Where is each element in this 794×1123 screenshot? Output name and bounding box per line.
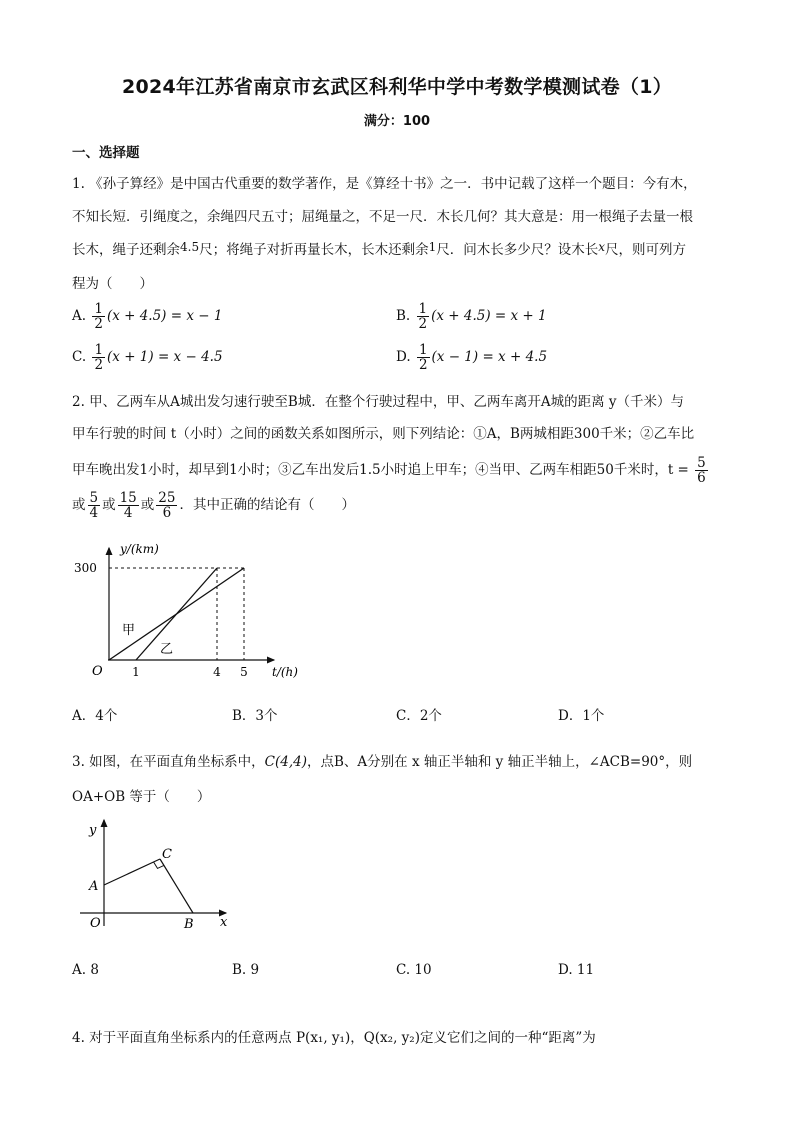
- denominator: 4: [123, 505, 133, 522]
- exam-title: 2024年江苏省南京市玄武区科利华中学中考数学模测试卷（1）: [121, 76, 673, 98]
- q2-option-d[interactable]: D．1个: [558, 708, 605, 724]
- q3-option-a[interactable]: A. 8: [72, 962, 99, 978]
- q3-text-line-2: OA+OB 等于（ ）: [72, 789, 211, 805]
- denominator: 2: [418, 316, 428, 333]
- numerator: 5: [89, 490, 99, 506]
- q3-option-b[interactable]: B. 9: [232, 962, 260, 978]
- option-expression: (x + 4.5) = x − 1: [106, 308, 223, 325]
- series-line-乙: [136, 568, 217, 660]
- label-x: x: [220, 915, 228, 930]
- denominator: 2: [418, 357, 428, 374]
- q1-option-c[interactable]: [72, 343, 223, 372]
- q2-option-c[interactable]: C．2个: [396, 708, 442, 724]
- section-heading-multiple-choice: 一、选择题: [72, 145, 140, 161]
- x-tick-1: 1: [132, 665, 140, 679]
- q2-text-line-3: [72, 456, 710, 485]
- option-expression: (x + 4.5) = x + 1: [431, 308, 547, 325]
- segment-cb: [160, 859, 193, 913]
- fraction-one-half: [92, 343, 105, 372]
- option-label: D.: [396, 349, 411, 366]
- q1-text-line-3: [72, 238, 686, 258]
- full-score: 满分：100: [363, 114, 431, 129]
- q3-point-c: C(4,4): [264, 754, 308, 770]
- numerator: 5: [697, 455, 706, 471]
- q1-text-line-2: 不知长短．引绳度之，余绳四尺五寸；屈绳量之，不足一尺．木长几何？其大意是：用一根绳子去量一根: [72, 209, 693, 225]
- q3-text-line-1: [72, 750, 692, 770]
- label-y: y: [89, 823, 97, 838]
- denominator: 2: [94, 357, 104, 374]
- label-c: C: [162, 847, 172, 862]
- q3-coordinate-figure: [78, 816, 248, 936]
- q1-option-b[interactable]: [396, 302, 547, 331]
- label-a: A: [89, 879, 99, 894]
- q2-fraction-25-6: [156, 491, 177, 520]
- numerator: 15: [119, 490, 137, 506]
- q2-or: 或: [72, 497, 86, 514]
- option-expression: (x + 1) = x − 4.5: [107, 349, 223, 366]
- option-label: C.: [72, 349, 87, 366]
- option-label: A.: [72, 308, 87, 325]
- q1-variable-x: x: [598, 240, 606, 254]
- q2-text-line-1: 2. 甲、乙两车从A城出发匀速行驶至B城．在整个行驶过程中，甲、乙两车离开A城的距离 y（千米）与: [72, 394, 685, 410]
- q1-text-part: 尺．问木长多少尺？设木长: [436, 242, 599, 258]
- q2-option-b[interactable]: B．3个: [232, 708, 278, 724]
- q2-text-part: ．其中正确的结论有（ ）: [179, 497, 355, 514]
- q1-text-line-1: 1. 《孙子算经》是中国古代重要的数学著作，是《算经十书》之一．书中记载了这样一个题目：今有木，: [72, 176, 697, 192]
- label-b: B: [184, 917, 194, 932]
- numerator: 1: [418, 342, 428, 358]
- q3-text-part: ，点B、A分别在 x 轴正半轴和 y 轴正半轴上，∠ACB=90°，则: [307, 754, 693, 770]
- q1-option-d[interactable]: [396, 343, 547, 372]
- fraction-one-half: [417, 343, 430, 372]
- numerator: 25: [158, 490, 176, 506]
- series-label-yi: 乙: [160, 642, 174, 657]
- q2-text-line-2: 甲车行驶的时间 t（小时）之间的函数关系如图所示，则下列结论：①A，B两城相距300千米；②乙车比: [72, 426, 695, 442]
- option-label: B.: [396, 308, 411, 325]
- denominator: 2: [94, 316, 103, 333]
- series-label-jia: 甲: [122, 623, 136, 638]
- q1-option-a[interactable]: [72, 302, 222, 331]
- fraction-one-half: [92, 302, 105, 331]
- q2-option-a[interactable]: A．4个: [72, 708, 118, 724]
- x-axis-label: t/(h): [272, 665, 298, 679]
- y-tick-300: 300: [74, 561, 97, 575]
- q3-option-c[interactable]: C. 10: [396, 962, 432, 978]
- y-axis-label: y/(km): [120, 542, 159, 556]
- denominator: 6: [162, 505, 172, 522]
- q2-or: 或: [102, 497, 116, 514]
- label-o: O: [90, 916, 101, 931]
- numerator: 1: [418, 301, 428, 317]
- numerator: 1: [94, 342, 104, 358]
- segment-ac: [104, 859, 160, 885]
- option-expression: (x − 1) = x + 4.5: [431, 349, 548, 366]
- x-tick-5: 5: [240, 665, 248, 679]
- q2-text-line-4: [72, 491, 355, 520]
- q1-text-part: 长木，绳子还剩余: [72, 242, 180, 258]
- q3-text-part: 3. 如图，在平面直角坐标系中，: [72, 754, 265, 770]
- q1-text-line-4: 程为（ ）: [72, 276, 153, 292]
- q1-value-1: 1: [428, 240, 437, 254]
- numerator: 1: [94, 301, 103, 317]
- q2-fraction-5-6: [695, 456, 708, 485]
- fraction-one-half: [417, 302, 430, 331]
- denominator: 6: [697, 470, 706, 487]
- q4-text-line-1: 4. 对于平面直角坐标系内的任意两点 P(x₁, y₁)，Q(x₂, y₂)定义它们之间的一种“距离”为: [72, 1030, 596, 1046]
- q1-text-part: 尺；将绳子对折再量长木，长木还剩余: [199, 242, 429, 258]
- q1-text-part: 尺，则可列方: [605, 242, 687, 258]
- q1-value-4-5: 4.5: [180, 240, 200, 254]
- q2-text-part: 甲车晚出发1小时，却早到1小时；③乙车出发后1.5小时追上甲车；④当甲、乙两车相距50千米时，t =: [72, 462, 689, 479]
- q2-or: 或: [140, 497, 155, 514]
- origin-label: O: [92, 664, 103, 679]
- q2-distance-time-graph: [68, 536, 308, 686]
- q2-fraction-15-4: [118, 491, 139, 520]
- denominator: 4: [89, 505, 99, 522]
- x-tick-4: 4: [213, 665, 221, 679]
- q2-fraction-5-4: [88, 491, 101, 520]
- q3-option-d[interactable]: D. 11: [558, 962, 595, 978]
